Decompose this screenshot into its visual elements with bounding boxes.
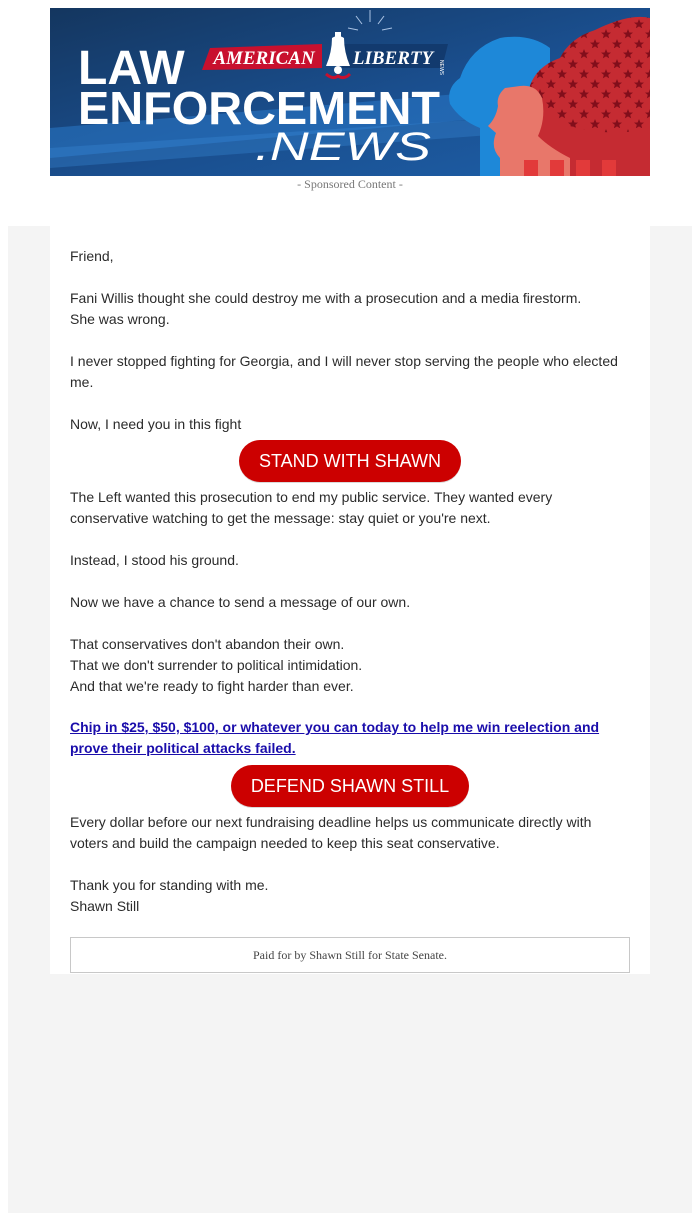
paragraph-1 bbox=[70, 288, 630, 330]
badge-small-text: NEWS bbox=[438, 60, 444, 75]
signoff bbox=[70, 875, 630, 917]
paragraph-1-line-1: Fani Willis thought she could destroy me with a prosecution and a media firestorm. bbox=[70, 290, 582, 306]
donate-link[interactable]: Chip in $25, $50, $100, or whatever you can today to help me win reelection and prove their political attacks failed. bbox=[70, 719, 600, 756]
paid-for-disclaimer: Paid for by Shawn Still for State Senate. bbox=[70, 937, 630, 973]
paragraph-6: Now we have a chance to send a message of our own. bbox=[70, 594, 411, 610]
paragraph-2: I never stopped fighting for Georgia, and I will never stop serving the people who elected me. bbox=[70, 353, 618, 390]
greeting: Friend, bbox=[70, 248, 114, 264]
sponsored-label: - Sponsored Content - bbox=[297, 177, 403, 191]
badge-right-text: LIBERTY bbox=[352, 48, 434, 69]
signoff-line-2: Shawn Still bbox=[70, 898, 140, 914]
logo-line3: .NEWS bbox=[255, 125, 432, 169]
paragraph-1-line-2: She was wrong. bbox=[70, 311, 170, 327]
paragraph-7-line-3: And that we're ready to fight harder than ever. bbox=[70, 678, 354, 694]
badge-left-text: AMERICAN bbox=[213, 48, 315, 69]
stand-with-shawn-button[interactable]: STAND WITH SHAWN bbox=[239, 440, 461, 482]
paragraph-4: The Left wanted this prosecution to end my public service. They wanted every conservative watching to get the message: stay quiet or you're next. bbox=[70, 489, 553, 526]
signoff-line-1: Thank you for standing with me. bbox=[70, 877, 269, 893]
paragraph-5: Instead, I stood his ground. bbox=[70, 552, 239, 568]
paragraph-3: Now, I need you in this fight bbox=[70, 416, 242, 432]
law-enforcement-news-logo bbox=[50, 8, 650, 176]
logo-line2: ENFORCEMENT bbox=[78, 82, 440, 134]
defend-shawn-still-button[interactable]: DEFEND SHAWN STILL bbox=[231, 765, 469, 807]
paragraph-7-line-2: That we don't surrender to political intimidation. bbox=[70, 657, 363, 673]
header-banner[interactable] bbox=[50, 8, 650, 176]
paragraph-8: Every dollar before our next fundraising deadline helps us communicate directly with voters and build the campaign needed to keep this seat conservative. bbox=[70, 814, 592, 851]
logo-line1: LAW bbox=[78, 42, 185, 95]
paragraph-7 bbox=[70, 634, 630, 697]
paragraph-7-line-1: That conservatives don't abandon their own. bbox=[70, 636, 345, 652]
